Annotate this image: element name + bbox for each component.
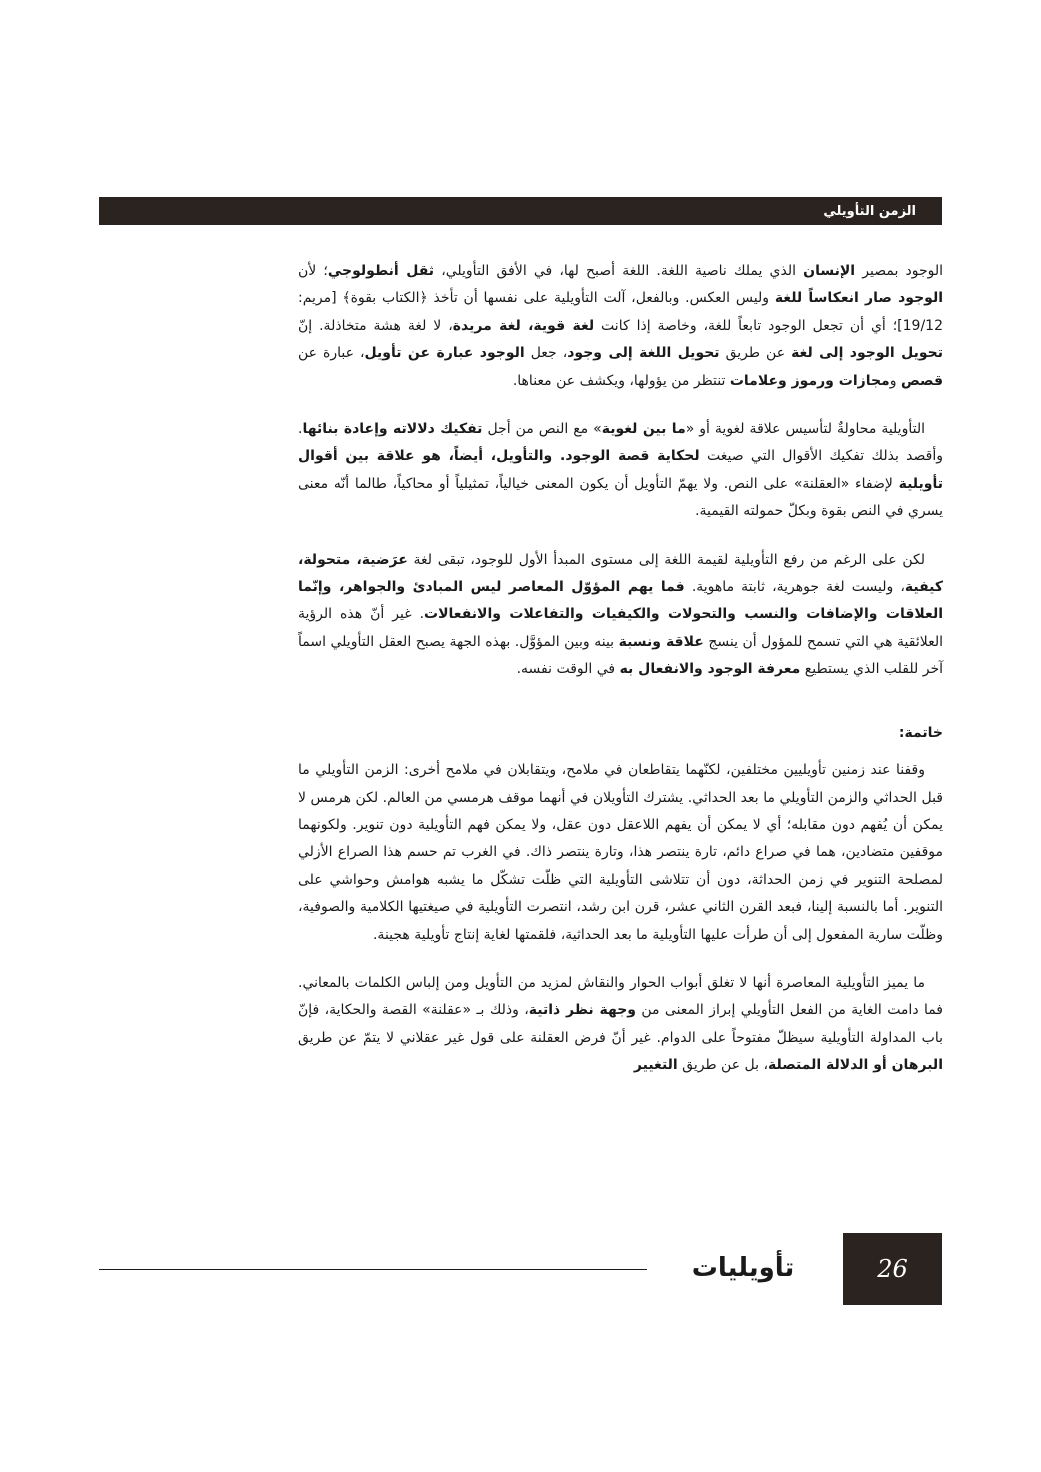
paragraph-4 (298, 757, 943, 949)
running-header-title: الزمن التأويلي (823, 203, 916, 219)
journal-logo: تأويليات (691, 1253, 795, 1283)
text-run: . وأقصد بذلك تفكيك الأقوال التي صيغت (298, 421, 943, 465)
text-run: وقفنا عند زمنين تأويليين مختلفين، لكنّهما يتقاطعان في ملامح، ويتقابلان في ملامح أخرى: الزمن التأويلي ما قبل الحداثي والزمن التأويلي ما بعد الحداثي. يشترك التأويلان في أنهما موقف هرمسي من العالم. لكن هرمس لا يمكن أن يُفهم دون مقابله؛ أي لا يمكن أن يفهم اللاعقل دون عقل، ولا يمكن فهم التأويلية دون تنوير. ولكونهما موقفين متضادين، هما في صراع دائم، تارة ينتصر هذا، وتارة ينتصر ذاك. في الغرب تم حسم هذا الصراع الأزلي لمصلحة التنوير في زمن الحداثة، دون أن تتلاشى التأويلية التي ظلّت تشكّل ما يشبه هوامش وحواشي على التنوير. أما بالنسبة إلينا، فبعد القرن الثاني عشر، قرن ابن رشد، انتصرت التأويلية في صيغتيها الكلامية والصوفية، وظلّت سارية المفعول إلى أن طرأت عليها التأويلية ما بعد الحداثية، فلقمتها لغاية إنتاج تأويلية هجينة. (298, 762, 943, 943)
bold-run: الوجود صار انعكاساً للغة (774, 290, 943, 307)
bold-run: تفكيك دلالاته وإعادة بنائها (302, 421, 483, 438)
paragraph-2 (298, 416, 943, 526)
text-run: لإضفاء «العقلنة» على النص. ولا يهمّ التأويل أن يكون المعنى خيالياً، تمثيلياً أو محاكياً، طالما أنّه معنى يسري في النص بقوة وبكلّ حمولته القيمية. (298, 475, 943, 520)
paragraph-1 (298, 258, 943, 395)
bold-run: الإنسان (803, 263, 856, 279)
bold-run: مجازات ورموز وعلامات (729, 372, 890, 389)
bold-run: فما يهم المؤوّل المعاصر ليس المبادئ والجواهر، وإنّما العلاقات والإضافات والنسب والتحولات والكيفيات والتفاعلات والانفعالات (298, 579, 944, 623)
text-run: ، جعل (524, 345, 568, 362)
bold-run: لغة قوية، لغة مريدة (452, 317, 595, 334)
text-run: التأويلية محاولةٌ لتأسيس علاقة لغوية أو « (685, 421, 925, 438)
text-run: ، عبارة عن (298, 345, 365, 362)
bold-run: وجهة نظر ذاتية (528, 1002, 636, 1019)
bold-run: تحويل اللغة إلى وجود (567, 345, 720, 362)
text-run: ، بل عن طريق (677, 1057, 768, 1074)
text-run: عن طريق (719, 345, 792, 362)
bold-run: عرَضية، متحولة، كيفية (298, 551, 944, 596)
text-run: وليس العكس. وبالفعل، آلت التأويلية على نفسها أن تأخذ ﴿الكتاب بقوة﴾ [مريم: 19/12]؛ أي أن تجعل الوجود تابعاً للغة، وخاصة إذا كانت (298, 290, 943, 334)
bold-run: لحكاية قصة الوجود. والتأويل، أيضاً، هو علاقة بين أقوال تأويلية (298, 448, 943, 492)
bold-run: تحويل الوجود إلى لغة (791, 345, 943, 362)
page-number: 26 (877, 1255, 908, 1283)
text-run: لكن على الرغم من رفع التأويلية لقيمة اللغة إلى مستوى المبدأ الأول للوجود، تبقى لغة (407, 551, 925, 568)
bold-run: ما بين لغوية (601, 421, 686, 438)
bold-run: علاقة ونسبة (618, 633, 704, 650)
text-run: ، لا لغة هشة متخاذلة. إنّ (298, 317, 453, 334)
bold-run: قصص (900, 372, 943, 389)
paragraph-5 (298, 970, 943, 1080)
text-run: الذي يملك ناصية اللغة. اللغة أصبح لها، في الأفق التأويلي، (434, 263, 804, 279)
text-run: ، وليست لغة جوهرية، ثابتة ماهوية. (684, 579, 905, 596)
bold-run: التغيير (633, 1057, 678, 1074)
text-run: في الوقت نفسه. (516, 661, 620, 678)
text-run: . غير أنّ هذه الرؤية العلائقية هي التي تسمح للمؤول أن ينسج (298, 606, 943, 650)
running-header-bar (99, 197, 942, 225)
text-run: » مع النص من أجل (482, 421, 602, 438)
text-run: و (889, 372, 901, 389)
article-body (298, 258, 943, 1101)
page-number-box (843, 1233, 942, 1305)
footer-rule (99, 1269, 647, 1270)
bold-run: ثقل أنطولوجي (327, 263, 435, 279)
text-run: ؛ لأن (298, 263, 328, 279)
text-run: ، وذلك بـ «عقلنة» القصة والحكاية، فإنّ باب المداولة التأويلية سيظلّ مفتوحاً على الدوام. غير أنّ فرض العقلنة على قول غير عقلاني لا يتمّ عن طريق (298, 1002, 943, 1046)
paragraph-3 (298, 547, 943, 684)
text-run: الوجود بمصير (855, 263, 943, 279)
text-run: بينه وبين المؤوَّل. بهذه الجهة يصبح العقل التأويلي اسماً آخر للقلب الذي يستطيع (298, 633, 943, 678)
section-heading-conclusion: خاتمة: (898, 724, 943, 741)
text-run: ما يميز التأويلية المعاصرة أنها لا تغلق أبواب الحوار والنقاش لمزيد من التأويل ومن إلباس الكلمات بالمعاني. فما دامت الغاية من الفعل التأويلي إبراز المعنى من (298, 974, 943, 1019)
bold-run: البرهان أو الدلالة المتصلة (768, 1057, 943, 1074)
bold-run: الوجود عبارة عن تأويل (364, 345, 525, 362)
bold-run: معرفة الوجود والانفعال به (619, 661, 801, 678)
text-run: تنتظر من يؤولها، ويكشف عن معناها. (512, 372, 730, 389)
